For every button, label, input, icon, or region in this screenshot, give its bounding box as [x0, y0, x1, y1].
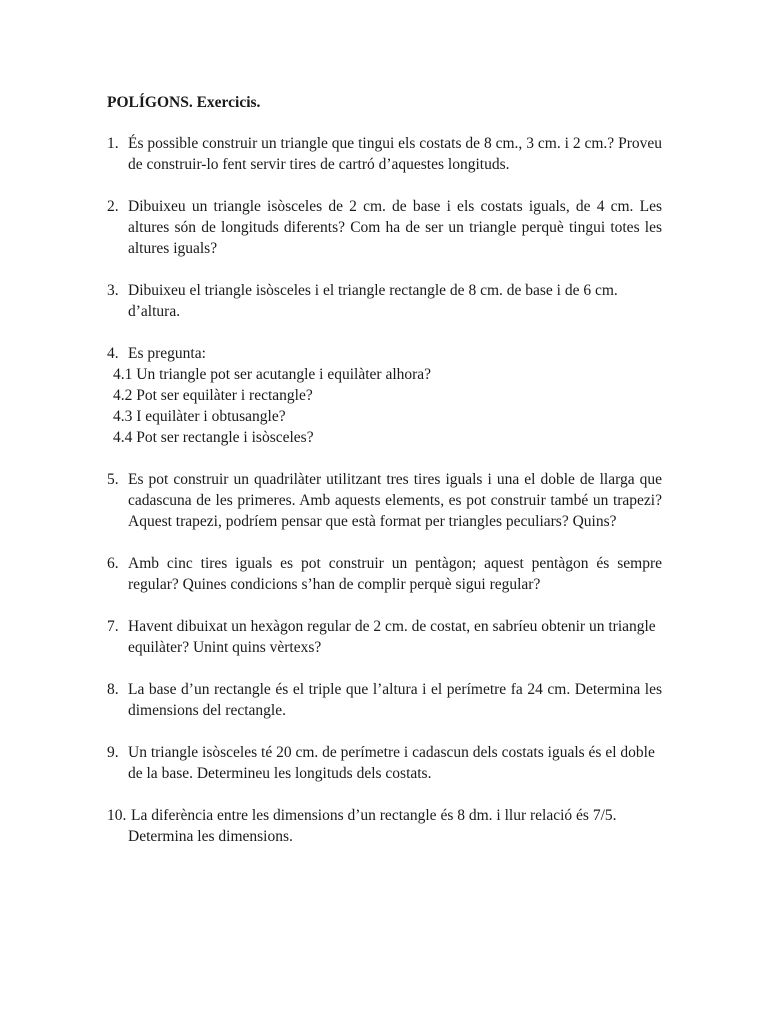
- subquestion-4-1: 4.1 Un triangle pot ser acutangle i equilàter alhora?: [113, 366, 432, 383]
- exercise-4-subquestions: [107, 364, 662, 448]
- exercise-text: És possible construir un triangle que tingui els costats de 8 cm., 3 cm. i 2 cm.? Proveu de construir-lo fent servir tires de cartró d’aquestes longituds.: [128, 135, 662, 173]
- exercise-text: La diferència entre les dimensions d’un rectangle és 8 dm. i llur relació és 7/5. Determina les dimensions.: [128, 807, 617, 845]
- document-page: [107, 92, 662, 868]
- exercise-number: 7.: [107, 618, 119, 635]
- exercise-text: Amb cinc tires iguals es pot construir un pentàgon; aquest pentàgon és sempre regular? Quines condicions s’han de complir perquè sigui regular?: [128, 555, 662, 593]
- exercise-4: [107, 343, 662, 364]
- exercise-6: [107, 553, 662, 595]
- exercise-text: Un triangle isòsceles té 20 cm. de perímetre i cadascun dels costats iguals és el doble de la base. Determineu les longituds dels costats.: [128, 744, 655, 782]
- exercise-text: La base d’un rectangle és el triple que l’altura i el perímetre fa 24 cm. Determina les dimensions del rectangle.: [128, 681, 662, 719]
- exercise-number: 9.: [107, 744, 119, 761]
- exercise-text: Havent dibuixat un hexàgon regular de 2 cm. de costat, en sabríeu obtenir un triangle equilàter? Unint quins vèrtexs?: [128, 618, 656, 656]
- subquestion-4-4: 4.4 Pot ser rectangle i isòsceles?: [113, 429, 314, 446]
- exercise-8: [107, 679, 662, 721]
- exercise-5: [107, 469, 662, 532]
- exercise-number: 2.: [107, 198, 119, 215]
- exercise-number: 6.: [107, 555, 119, 572]
- exercise-7: [107, 616, 662, 658]
- exercise-number: 10.: [107, 807, 127, 824]
- exercise-number: 4.: [107, 345, 119, 362]
- exercise-1: [107, 133, 662, 175]
- exercise-number: 3.: [107, 282, 119, 299]
- document-title: POLÍGONS. Exercicis.: [107, 94, 261, 111]
- exercise-2: [107, 196, 662, 259]
- exercise-10: [107, 805, 662, 847]
- exercise-number: 8.: [107, 681, 119, 698]
- subquestion-4-3: 4.3 I equilàter i obtusangle?: [113, 408, 286, 425]
- subquestion-4-2: 4.2 Pot ser equilàter i rectangle?: [113, 387, 313, 404]
- exercise-text: Dibuixeu el triangle isòsceles i el triangle rectangle de 8 cm. de base i de 6 cm. d’altura.: [128, 282, 618, 320]
- exercise-number: 5.: [107, 471, 119, 488]
- exercise-text: Es pregunta:: [128, 345, 206, 362]
- exercise-text: Es pot construir un quadrilàter utilitzant tres tires iguals i una el doble de llarga que cadascuna de les primeres. Amb aquests elements, es pot construir també un trapezi? Aquest trapezi, podríem pensar que està format per triangles peculiars? Quins?: [128, 471, 662, 530]
- exercise-text: Dibuixeu un triangle isòsceles de 2 cm. de base i els costats iguals, de 4 cm. Les altures són de longituds diferents? Com ha de ser un triangle perquè tingui totes les altures iguals?: [128, 198, 662, 257]
- exercise-9: [107, 742, 662, 784]
- exercise-3: [107, 280, 662, 322]
- exercise-number: 1.: [107, 135, 119, 152]
